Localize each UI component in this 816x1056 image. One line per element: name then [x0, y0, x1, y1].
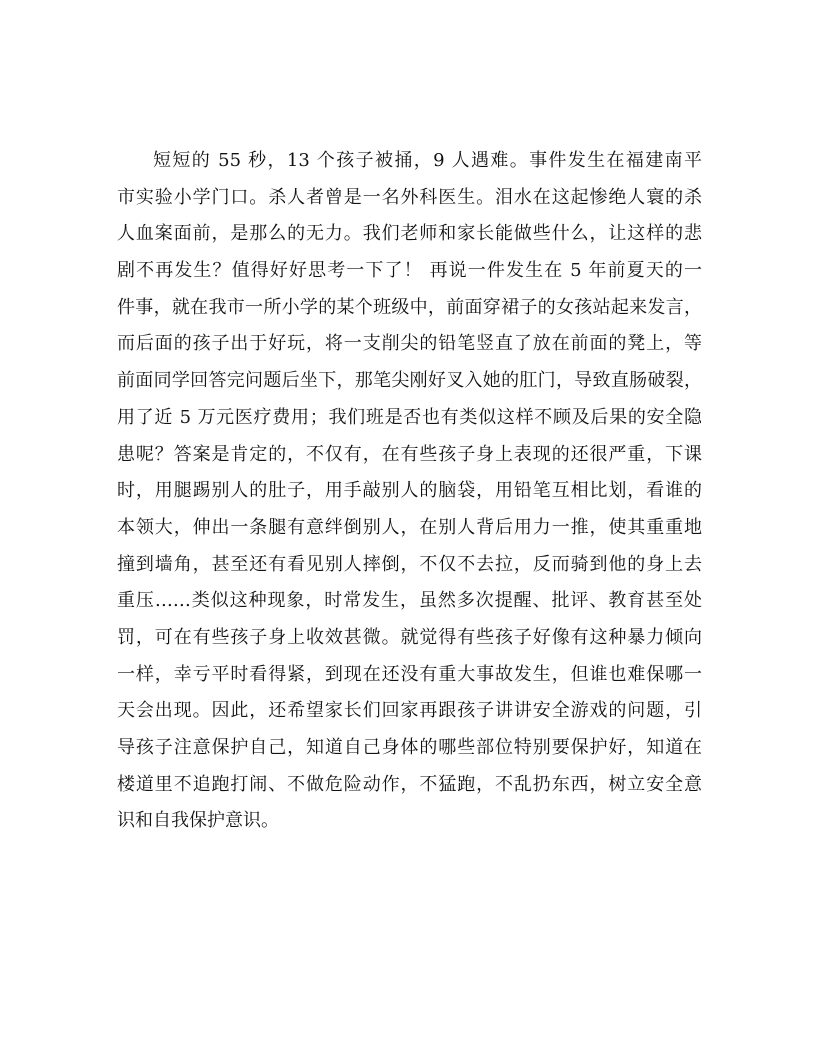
paragraph-line: 短短的 55 秒，13 个孩子被捅，9 人遇难。事件发生在福建南平 [153, 150, 702, 171]
paragraph-line: 识和自我保护意识。 [117, 810, 279, 832]
paragraph-line: 一样，幸亏平时看得紧，到现在还没有重大事故发生，但谁也难保哪一 [117, 663, 702, 685]
paragraph-line: 人血案面前，是那么的无力。我们老师和家长能做些什么，让这样的悲 [117, 223, 702, 245]
paragraph-line: 导孩子注意保护自己，知道自己身体的哪些部位特别要保护好，知道在 [117, 737, 702, 758]
body-paragraph [117, 143, 702, 840]
paragraph-line: 剧不再发生？值得好好思考一下了！ 再说一件发生在 5 年前夏天的一 [117, 260, 702, 282]
paragraph-line: 而后面的孩子出于好玩，将一支削尖的铅笔竖直了放在前面的凳上，等 [117, 333, 702, 355]
paragraph-line: 用了近 5 万元医疗费用；我们班是否也有类似这样不顾及后果的安全隐 [117, 406, 702, 428]
paragraph-line: 患呢？答案是肯定的，不仅有，在有些孩子身上表现的还很严重，下课 [117, 443, 702, 465]
paragraph-line: 楼道里不追跑打闹、不做危险动作，不猛跑，不乱扔东西，树立安全意 [117, 773, 702, 795]
paragraph-line: 时，用腿踢别人的肚子，用手敲别人的脑袋，用铅笔互相比划，看谁的 [117, 480, 702, 502]
paragraph-line: 本领大，伸出一条腿有意绊倒别人，在别人背后用力一推，使其重重地 [117, 516, 702, 538]
paragraph-line: 罚，可在有些孩子身上收效甚微。就觉得有些孩子好像有这种暴力倾向 [117, 626, 702, 648]
paragraph-line: 件事，就在我市一所小学的某个班级中，前面穿裙子的女孩站起来发言， [117, 296, 702, 318]
paragraph-line: 重压……类似这种现象，时常发生，虽然多次提醒、批评、教育甚至处 [117, 590, 702, 612]
paragraph-line: 撞到墙角，甚至还有看见别人摔倒，不仅不去拉，反而骑到他的身上去 [117, 553, 702, 575]
paragraph-line: 前面同学回答完问题后坐下，那笔尖刚好叉入她的肛门，导致直肠破裂， [117, 370, 702, 392]
paragraph-line: 市实验小学门口。杀人者曾是一名外科医生。泪水在这起惨绝人寰的杀 [117, 186, 702, 208]
paragraph-line: 天会出现。因此，还希望家长们回家再跟孩子讲讲安全游戏的问题，引 [117, 700, 702, 722]
